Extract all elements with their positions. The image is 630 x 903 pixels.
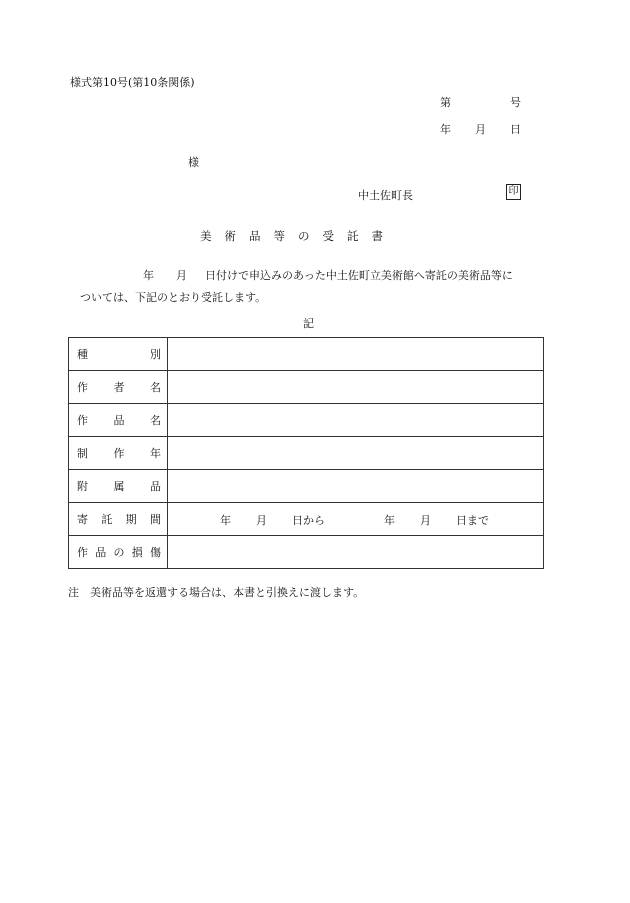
table-row — [69, 371, 544, 404]
row-label-artist: 作者名 — [69, 371, 168, 404]
table-row — [69, 338, 544, 371]
body-month: 月 — [176, 269, 187, 282]
table-row — [69, 503, 544, 536]
body-line1-text: 日付けで申込みのあった中土佐町立美術館へ寄託の美術品等に — [205, 269, 513, 282]
issue-year: 年 — [440, 123, 451, 136]
row-value-damage[interactable] — [168, 536, 544, 569]
row-label-year-made: 制作年 — [69, 437, 168, 470]
row-label-type: 種別 — [69, 338, 168, 371]
footnote: 注 美術品等を返還する場合は、本書と引換えに渡します。 — [68, 586, 365, 599]
row-value-type[interactable] — [168, 338, 544, 371]
period-to-day: 日まで — [456, 514, 489, 527]
table-row — [69, 536, 544, 569]
number-prefix: 第 — [440, 96, 451, 109]
body-text-line-2: ついては、下記のとおり受託します。 — [80, 291, 267, 304]
ki-heading: 記 — [303, 317, 314, 330]
row-label-damage: 作品の損傷 — [69, 536, 168, 569]
detail-table — [68, 337, 544, 569]
row-value-work-title[interactable] — [168, 404, 544, 437]
period-from-year: 年 — [220, 514, 231, 527]
form-number: 様式第10号(第10条関係) — [70, 76, 195, 89]
body-year: 年 — [143, 269, 154, 282]
document-title: 美術品等の受託書 — [200, 229, 396, 243]
table-row — [69, 470, 544, 503]
deposit-period-range — [168, 503, 543, 535]
issue-date — [440, 121, 521, 137]
seal-mark-icon: 印 — [506, 184, 521, 200]
number-suffix: 号 — [510, 96, 521, 109]
period-to-year: 年 — [384, 514, 395, 527]
row-label-deposit-period: 寄託期間 — [69, 503, 168, 536]
table-row — [69, 404, 544, 437]
issue-month: 月 — [475, 123, 486, 136]
row-value-year-made[interactable] — [168, 437, 544, 470]
period-from-day: 日から — [292, 514, 325, 527]
row-value-deposit-period[interactable] — [168, 503, 544, 536]
body-text-line-1 — [143, 267, 513, 283]
table-row — [69, 437, 544, 470]
addressee: 様 — [188, 156, 199, 169]
sender-name: 中土佐町長 — [358, 189, 413, 202]
period-to-month: 月 — [420, 514, 431, 527]
row-label-accessories: 附属品 — [69, 470, 168, 503]
row-value-artist[interactable] — [168, 371, 544, 404]
period-from-month: 月 — [256, 514, 267, 527]
issue-day: 日 — [510, 123, 521, 136]
document-number — [440, 94, 521, 110]
row-label-work-title: 作品名 — [69, 404, 168, 437]
row-value-accessories[interactable] — [168, 470, 544, 503]
